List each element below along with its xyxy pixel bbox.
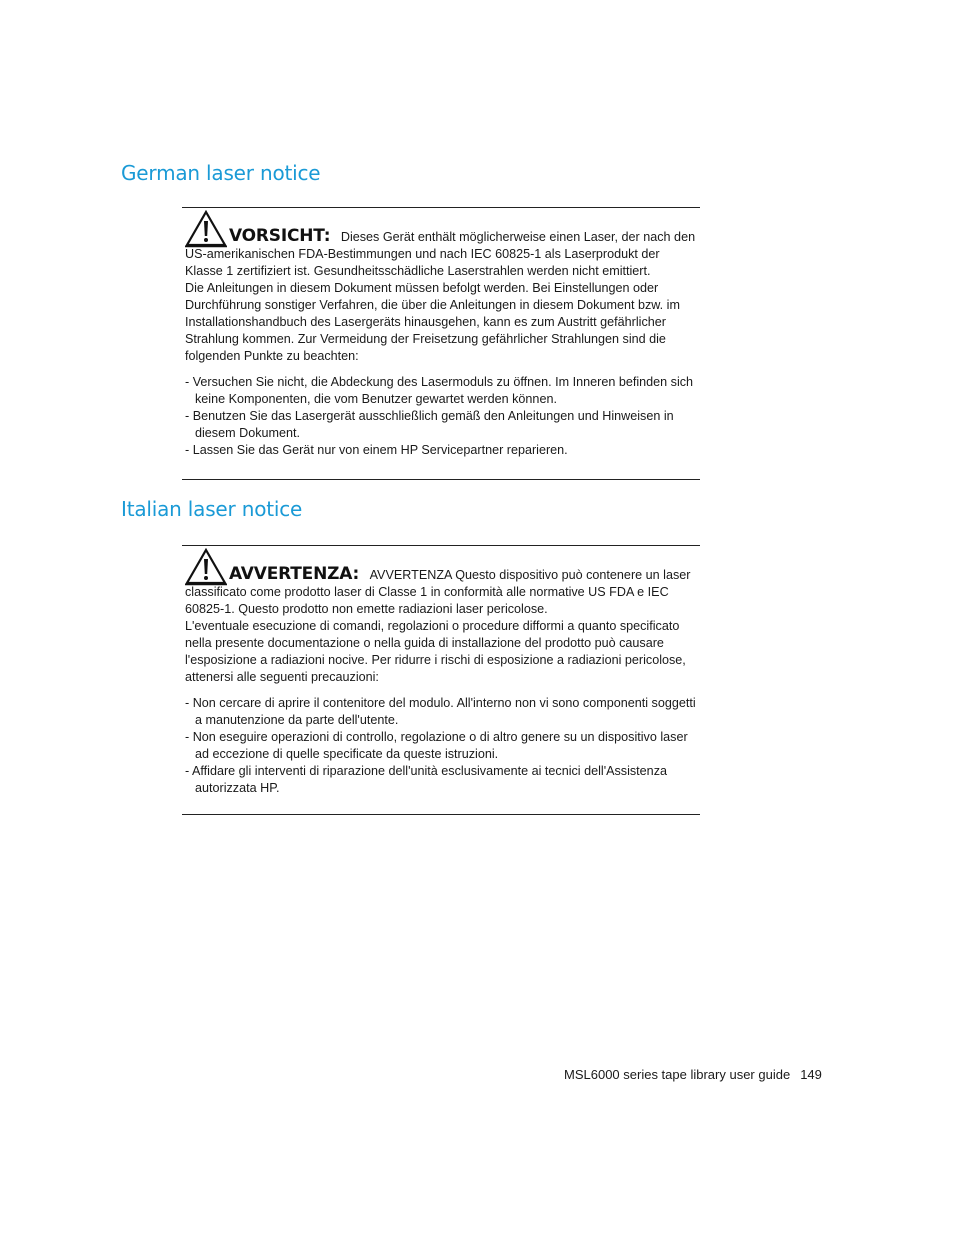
german-body-paragraph: Die Anleitungen in diesem Dokument müssen befolgt werden. Bei Einstellungen oder Durchführung sonstiger Verfahren, die über die Anleitungen in diesem Dokument bzw. im Installationshandbuch des Lasergeräts hinausgehen, kann es zum Austritt gefährlicher Strahlung kommen. Zur Vermeidung der Freisetzung gefährlicher Strahlungen sind die folgenden Punkte zu beachten: (185, 281, 680, 363)
warning-triangle-icon (185, 548, 227, 586)
italian-warning-box (182, 545, 700, 815)
list-item: - Lassen Sie das Gerät nur von einem HP Servicepartner reparieren. (185, 442, 700, 459)
italian-lead-text: AVVERTENZA Questo dispositivo può contenere un laser classificato come prodotto laser di Classe 1 in conformità alle normative US FDA e IEC 60825-1. Questo prodotto non emette radiazioni laser pericolose. (185, 568, 691, 616)
italian-body-paragraph: L'eventuale esecuzione di comandi, regolazioni o procedure difformi a quanto specificato nella presente documentazione o nella guida di installazione del prodotto può causare l'esposizione a radiazioni nocive. Per ridurre i rischi di esposizione a radiazioni pericolose, attenersi alle seguenti precauzioni: (185, 619, 686, 684)
german-warning-box (182, 207, 700, 480)
german-warning-header (185, 210, 700, 280)
footer-doc-title: MSL6000 series tape library user guide (564, 1067, 791, 1082)
list-item: - Versuchen Sie nicht, die Abdeckung des Lasermoduls zu öffnen. Im Inneren befinden sich keine Komponenten, die vom Benutzer gewartet werden können. (185, 374, 700, 408)
section-title-italian: Italian laser notice (121, 497, 303, 521)
german-precautions-list (185, 374, 700, 459)
german-lead-paragraph (185, 228, 700, 280)
page-number: 149 (800, 1067, 822, 1082)
page-footer (564, 1067, 822, 1082)
list-item: - Non eseguire operazioni di controllo, regolazione o di altro genere su un dispositivo laser ad eccezione di quelle specificate da queste istruzioni. (185, 729, 700, 763)
warning-label: AVVERTENZA: (229, 564, 360, 584)
list-item: - Benutzen Sie das Lasergerät ausschließlich gemäß den Anleitungen und Hinweisen in diesem Dokument. (185, 408, 700, 442)
section-title-german: German laser notice (121, 161, 321, 185)
german-lead-text: Dieses Gerät enthält möglicherweise einen Laser, der nach den US-amerikanischen FDA-Bestimmungen und nach IEC 60825-1 als Laserprodukt der Klasse 1 zertifiziert ist. Gesundheitsschädliche Laserstrahlen werden nicht emittiert. (185, 230, 696, 278)
list-item: - Non cercare di aprire il contenitore del modulo. All'interno non vi sono componenti soggetti a manutenzione da parte dell'utente. (185, 695, 700, 729)
italian-precautions-list (185, 695, 700, 797)
list-item: - Affidare gli interventi di riparazione dell'unità esclusivamente ai tecnici dell'Assistenza autorizzata HP. (185, 763, 700, 797)
italian-warning-header (185, 548, 700, 618)
warning-triangle-icon (185, 210, 227, 248)
warning-label: VORSICHT: (229, 226, 331, 246)
italian-lead-paragraph (185, 566, 700, 618)
